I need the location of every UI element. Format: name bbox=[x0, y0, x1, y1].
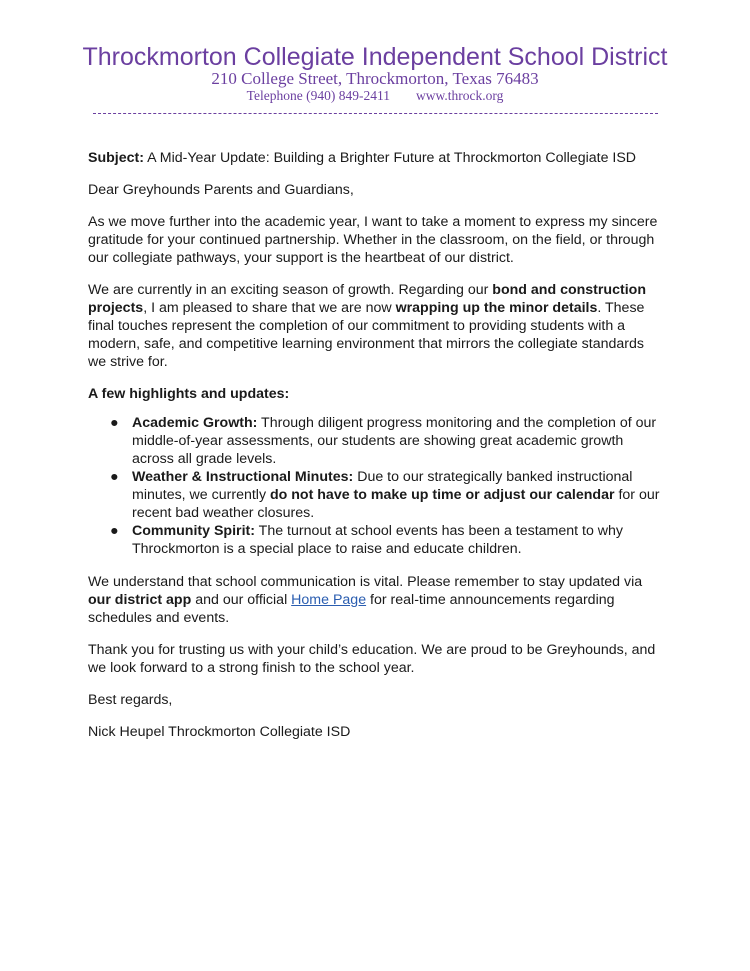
subject-label: Subject: bbox=[88, 150, 144, 166]
growth-text-3: . These final touches represent the completion of our commitment to providing students with a modern, safe, and competitive learning environment that mirrors the collegiate standards we strive for. bbox=[88, 300, 645, 370]
district-address: 210 College Street, Throckmorton, Texas 76483 bbox=[211, 69, 539, 88]
highlight-bold: do not have to make up time or adjust our calendar bbox=[269, 487, 615, 503]
subject-line bbox=[88, 149, 664, 167]
list-item bbox=[110, 522, 664, 558]
intro-paragraph: As we move further into the academic year, I want to take a moment to express my sincere gratitude for your continued partnership. Whether in the classroom, on the field, or through our collegiate pathways, your support is the heartbeat of our district. bbox=[88, 214, 658, 266]
highlight-text: Through diligent progress monitoring and the completion of our middle-of-year assessments, our students are showing great academic growth across all grade levels. bbox=[132, 415, 657, 467]
highlight-text: Due to our strategically banked instructional minutes, we currently bbox=[132, 469, 633, 503]
sign-off: Best regards, bbox=[88, 692, 173, 708]
growth-text-1: We are currently in an exciting season of growth. Regarding our bbox=[88, 282, 493, 298]
list-item bbox=[110, 414, 664, 468]
communication-paragraph bbox=[88, 573, 664, 627]
growth-paragraph bbox=[88, 281, 664, 371]
growth-text-2: , I am pleased to share that we are now bbox=[143, 300, 396, 316]
highlight-text-2: for our recent bad weather closures. bbox=[132, 487, 660, 521]
communication-text-2: and our official bbox=[191, 592, 292, 608]
signature: Nick Heupel Throckmorton Collegiate ISD bbox=[88, 724, 351, 740]
bullet-icon: ● bbox=[110, 415, 119, 431]
bullet-icon: ● bbox=[110, 523, 119, 539]
highlight-title: Academic Growth: bbox=[132, 415, 258, 431]
growth-bold-2: wrapping up the minor details bbox=[395, 300, 598, 316]
closing-paragraph: Thank you for trusting us with your child’s education. We are proud to be Greyhounds, and we look forward to a strong finish to the school year. bbox=[88, 642, 656, 676]
growth-bold-1: bond and construction projects bbox=[88, 282, 646, 316]
highlights-heading bbox=[88, 385, 664, 403]
home-page-link[interactable]: Home Page bbox=[291, 592, 367, 608]
letter-body bbox=[88, 149, 664, 755]
website: www.throck.org bbox=[415, 88, 504, 103]
list-item bbox=[110, 468, 664, 522]
highlights-heading-text: A few highlights and updates: bbox=[88, 386, 290, 402]
subject-text: A Mid-Year Update: Building a Brighter Future at Throckmorton Collegiate ISD bbox=[143, 150, 637, 166]
greeting: Dear Greyhounds Parents and Guardians, bbox=[88, 182, 354, 198]
district-name: Throckmorton Collegiate Independent School District bbox=[82, 43, 668, 71]
communication-bold-1: our district app bbox=[88, 592, 192, 608]
highlights-list bbox=[88, 414, 664, 558]
highlight-title: Weather & Instructional Minutes: bbox=[132, 469, 354, 485]
bullet-icon: ● bbox=[110, 469, 119, 485]
communication-text-3: for real-time announcements regarding schedules and events. bbox=[88, 592, 615, 626]
highlight-text: The turnout at school events has been a testament to why Throckmorton is a special place to raise and educate children. bbox=[132, 523, 624, 557]
communication-text-1: We understand that school communication is vital. Please remember to stay updated via bbox=[88, 574, 643, 590]
highlight-title: Community Spirit: bbox=[132, 523, 255, 539]
letterhead-divider bbox=[93, 113, 658, 114]
telephone: Telephone (940) 849-2411 bbox=[246, 88, 390, 103]
contact-line bbox=[0, 87, 750, 104]
